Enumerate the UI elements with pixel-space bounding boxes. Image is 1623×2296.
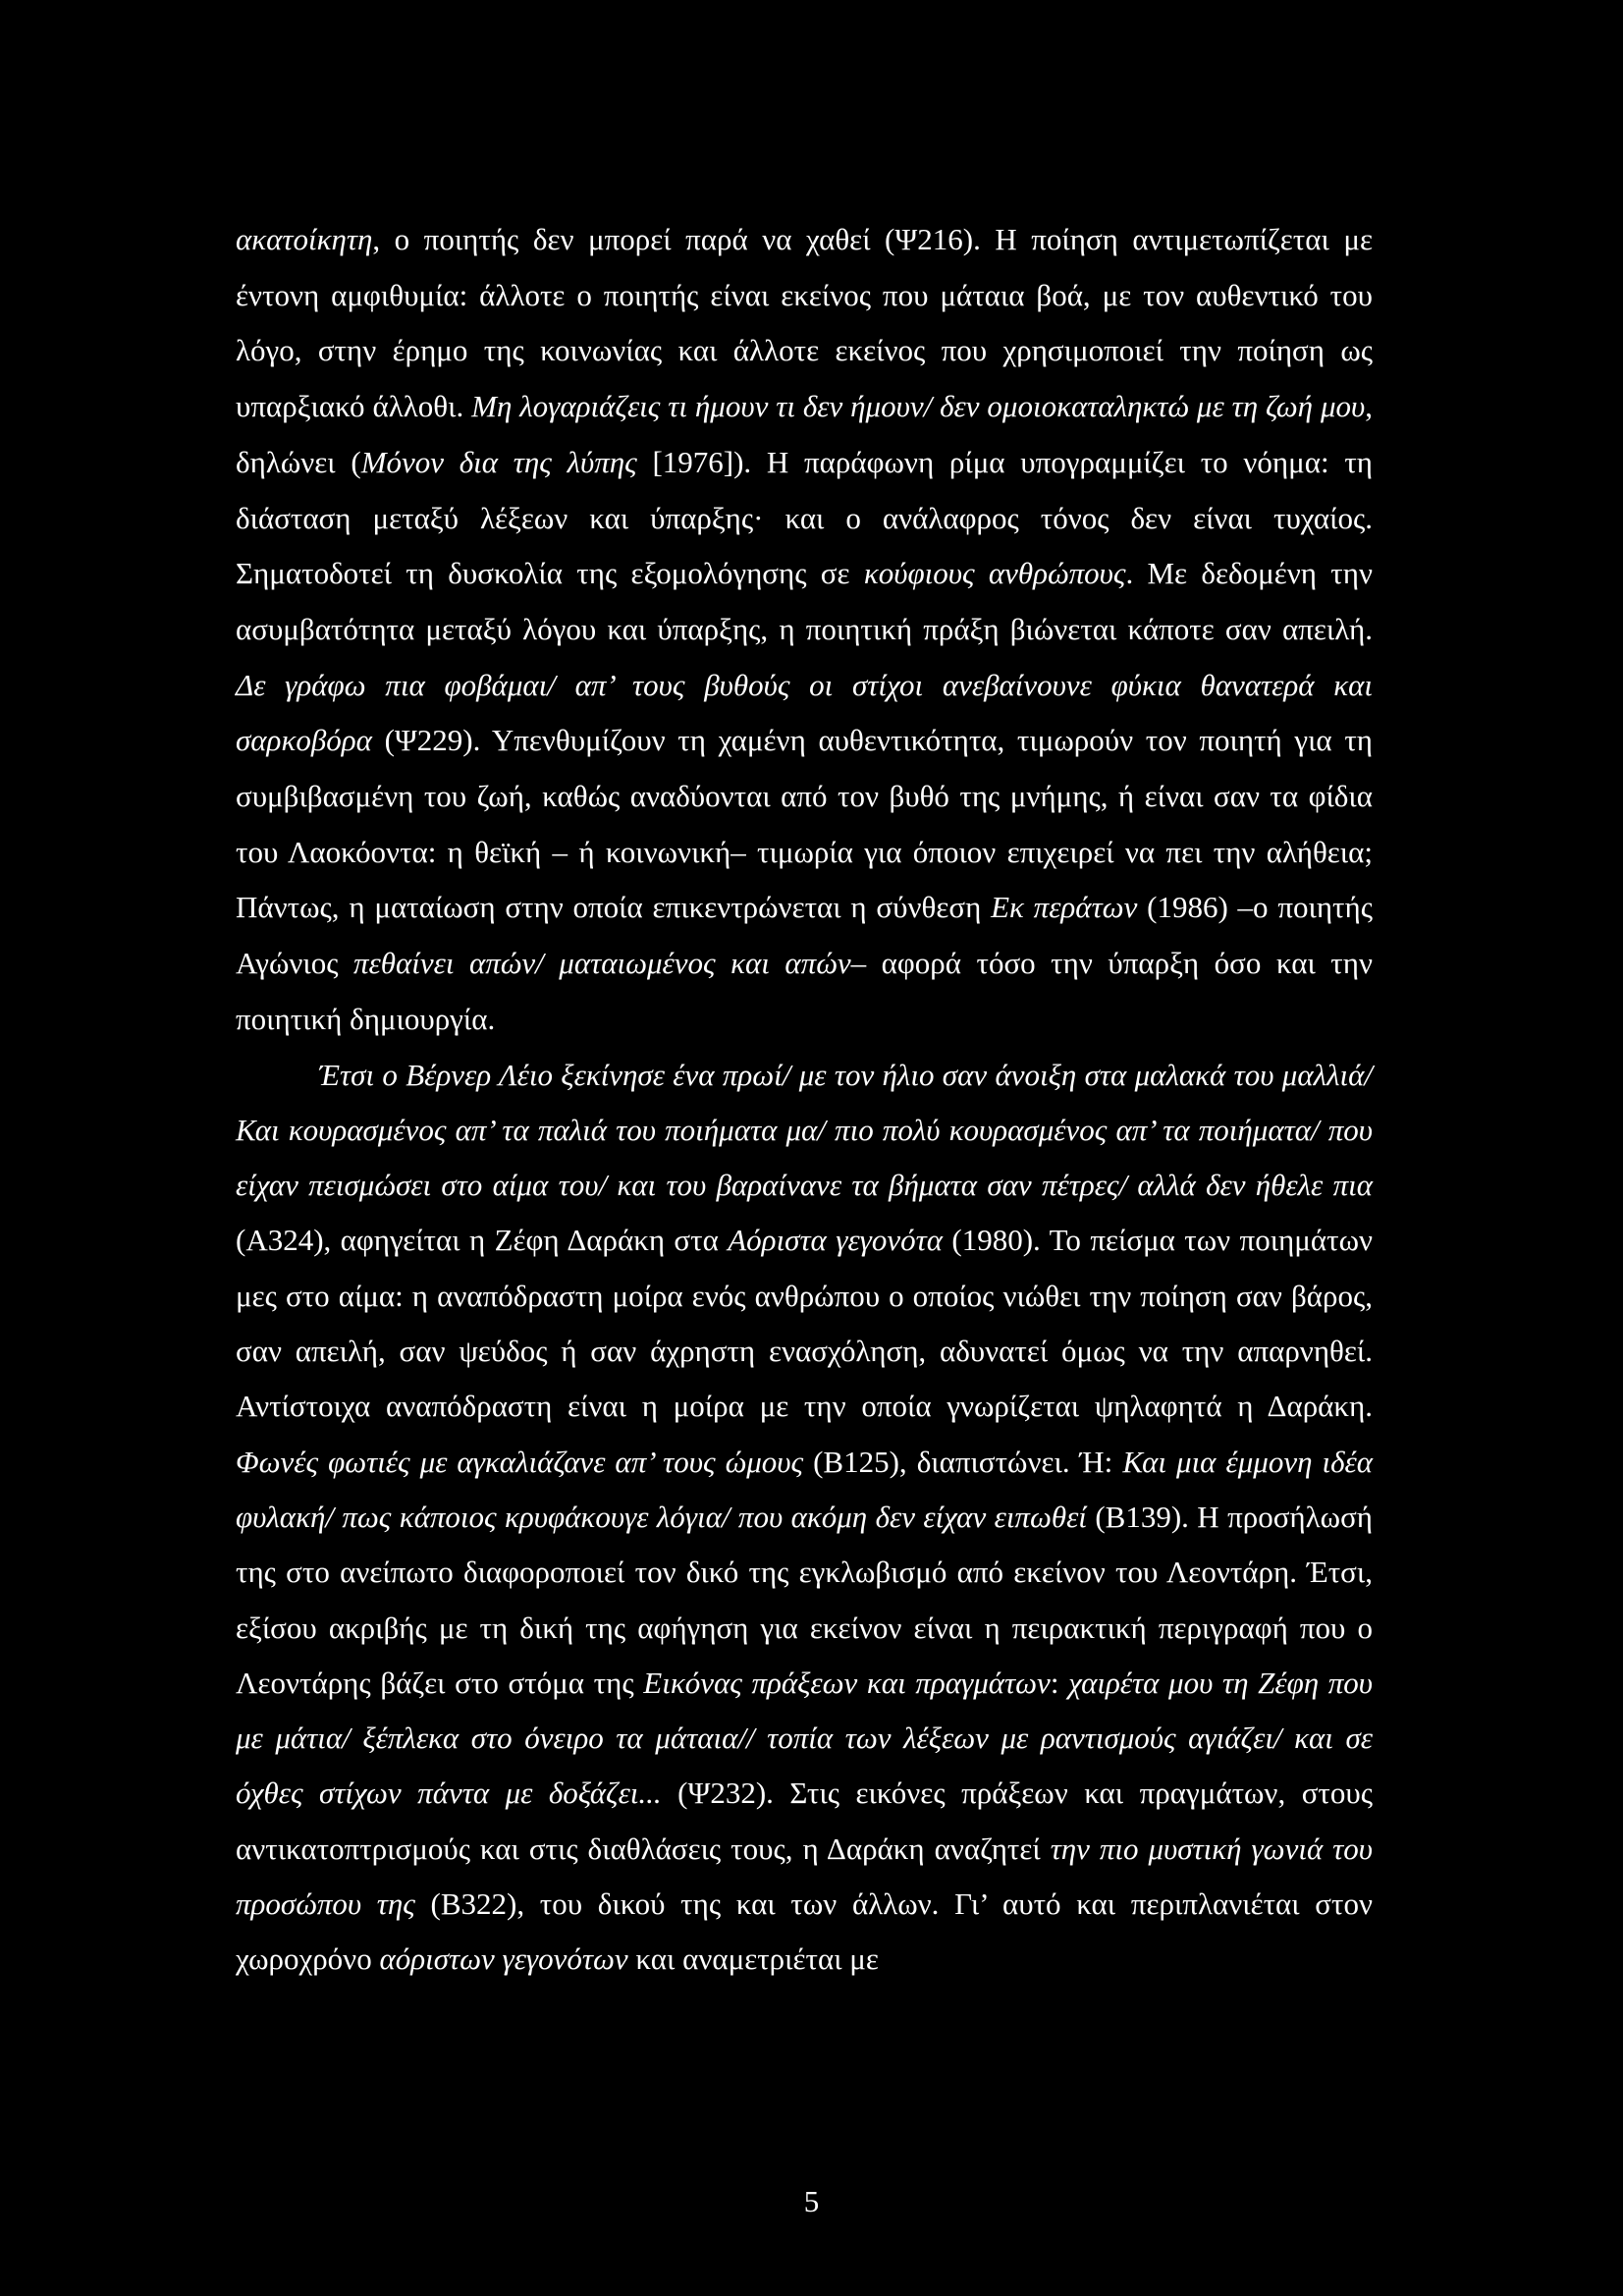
italic-text-run: Φωνές φωτιές με αγκαλιάζανε απ’ τους ώμους bbox=[236, 1444, 804, 1479]
italic-text-run: Έτσι ο Βέρνερ Λέιο ξεκίνησε ένα πρωί/ με τον ήλιο σαν άνοιξη στα μαλακά του μαλλιά/ Και κουρασμένος απ’ τα παλιά του ποιήματα μα/ πιο πολύ κουρασμένος απ’ τα ποιήματα/ που είχαν πεισμώσει στο αίμα του/ και του βαραίνανε τα βήματα σαν πέτρες/ αλλά δεν ήθελε πια bbox=[236, 1057, 1373, 1203]
italic-text-run: πεθαίνει απών/ ματαιωμένος και απών bbox=[353, 946, 851, 981]
italic-text-run: χαιρέτα μου τη Ζέφη που με μάτια/ ξέπλεκα στο όνειρο τα μάταια// τοπία των λέξεων με ραντισμούς αγιάζει/ και σε όχθες στίχων πάντα με δοξάζει... bbox=[236, 1665, 1374, 1811]
italic-text-run: Εικόνας πράξεων και πραγμάτων bbox=[643, 1665, 1051, 1700]
paragraph-2 bbox=[236, 1048, 1373, 1988]
italic-text-run: Εκ περάτων bbox=[991, 890, 1138, 925]
text-run: (Ψ229). Υπενθυμίζουν τη χαμένη αυθεντικότητα, τιμωρούν τον ποιητή για τη συμβιβασμένη του ζωή, καθώς αναδύονται από τον βυθό της μνήμης, ή είναι σαν τα φίδια του Λαοκόοντα: η θεϊκή – ή κοινωνική– τιμωρία για όποιον επιχειρεί να πει την αλήθεια; Πάντως, η ματαίωση στην οποία επικεντρώνεται η σύνθεση bbox=[236, 723, 1373, 925]
text-run: (Β139). Η προσήλωσή της στο ανείπωτο διαφοροποιεί τον δικό της εγκλωβισμό από εκείνον του Λεοντάρη. Έτσι, εξίσου ακριβής με τη δική της αφήγηση για εκείνον είναι η πειρακτική περιγραφή που ο Λεοντάρης βάζει στο στόμα της bbox=[236, 1499, 1373, 1700]
italic-text-run: αόριστων γεγονότων bbox=[379, 1941, 628, 1977]
text-run: . Με δεδομένη την ασυμβατότητα μεταξύ λόγου και ύπαρξης, η ποιητική πράξη βιώνεται κάποτε σαν απειλή. bbox=[236, 556, 1373, 646]
text-run: (Β322), του δικού της και των άλλων. Γι’ αυτό και περιπλανιέται στον χωροχρόνο bbox=[236, 1886, 1373, 1977]
italic-text-run: κούφιους ανθρώπους bbox=[863, 556, 1126, 591]
italic-text-run: Αόριστα γεγονότα bbox=[728, 1223, 943, 1258]
italic-text-run: την πιο μυστική γωνιά του προσώπου της bbox=[236, 1831, 1373, 1921]
italic-text-run: Μόνον δια της λύπης bbox=[360, 444, 637, 479]
text-run: , ο ποιητής δεν μπορεί παρά να χαθεί (Ψ216). Η ποίηση αντιμετωπίζεται με έντονη αμφιθυμία: άλλοτε ο ποιητής είναι εκείνος που μάταια βοά, με τον αυθεντικό του λόγο, στην έρημο της κοινωνίας και άλλοτε εκείνος που χρησιμοποιεί την ποίηση ως υπαρξιακό άλλοθι. bbox=[236, 222, 1373, 424]
text-run: (Α324), αφηγείται η Ζέφη Δαράκη στα bbox=[236, 1223, 729, 1258]
text-run: (1986) –ο ποιητής Αγώνιος bbox=[236, 890, 1373, 981]
paragraph-1 bbox=[236, 212, 1373, 1048]
text-run: [1976]). Η παράφωνη ρίμα υπογραμμίζει το νόημα: τη διάσταση μεταξύ λέξεων και ύπαρξης· και ο ανάλαφρος τόνος δεν είναι τυχαίος. Σηματοδοτεί τη δυσκολία της εξομολόγησης σε bbox=[236, 444, 1373, 591]
text-run: , δηλώνει ( bbox=[236, 389, 1373, 479]
italic-text-run: Και μια έμμονη ιδέα φυλακή/ πως κάποιος κρυφάκουγε λόγια/ που ακόμη δεν είχαν ειπωθεί bbox=[236, 1444, 1373, 1534]
text-run: : bbox=[1050, 1665, 1069, 1700]
text-run: – αφορά τόσο την ύπαρξη όσο και την ποιητική δημιουργία. bbox=[236, 946, 1373, 1036]
italic-text-run: ακατοίκητη bbox=[236, 222, 373, 256]
page-number: 5 bbox=[803, 2184, 820, 2218]
text-run: (Β125), διαπιστώνει. Ή: bbox=[803, 1444, 1123, 1479]
document-page bbox=[236, 212, 1373, 1988]
italic-text-run: Μη λογαριάζεις τι ήμουν τι δεν ήμουν/ δεν ομοιοκαταληκτώ με τη ζωή μου bbox=[471, 389, 1366, 424]
italic-text-run: Δε γράφω πια φοβάμαι/ απ’ τους βυθούς οι στίχοι ανεβαίνουνε φύκια θανατερά και σαρκοβόρα bbox=[236, 667, 1373, 758]
text-run: (1980). Το πείσμα των ποιημάτων μες στο αίμα: η αναπόδραστη μοίρα ενός ανθρώπου ο οποίος νιώθει την ποίηση σαν βάρος, σαν απειλή, σαν ψεύδος ή σαν άχρηστη ενασχόληση, αδυνατεί όμως να την απαρνηθεί. Αντίστοιχα αναπόδραστη είναι η μοίρα με την οποία γνωρίζεται ψηλαφητά η Δαράκη. bbox=[236, 1223, 1374, 1424]
text-run: (Ψ232). Στις εικόνες πράξεων και πραγμάτων, στους αντικατοπτρισμούς και στις διαθλάσεις τους, η Δαράκη αναζητεί bbox=[236, 1776, 1373, 1866]
text-run: και αναμετριέται με bbox=[627, 1941, 879, 1977]
